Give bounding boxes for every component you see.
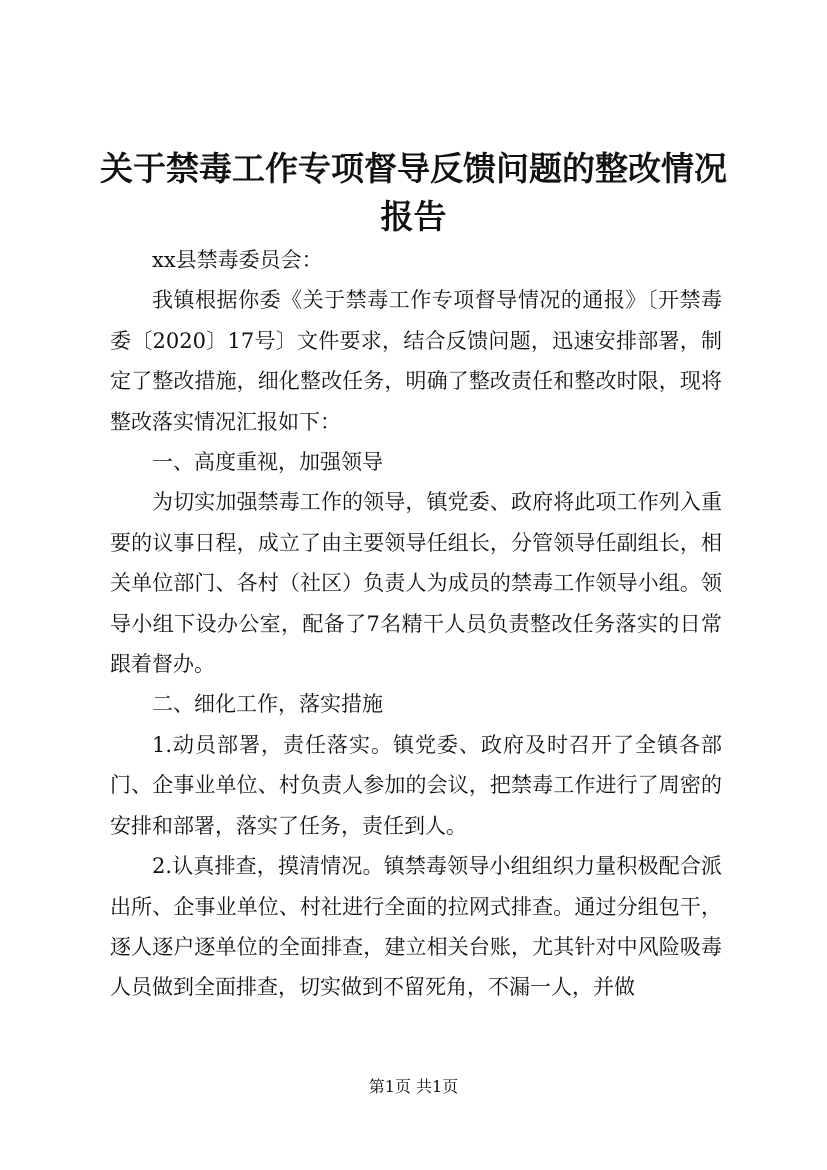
paragraph-intro: 我镇根据你委《关于禁毒工作专项督导情况的通报》〔开禁毒委〔2020〕17号〕文件要求，结合反馈问题，迅速安排部署，制定了整改措施，细化整改任务，明确了整改责任和整改时限，现将整改落实情况汇报如下： — [110, 288, 722, 434]
paragraph-section-1: 为切实加强禁毒工作的领导，镇党委、政府将此项工作列入重要的议事日程，成立了由主要领导任组长，分管领导任副组长，相关单位部门、各村（社区）负责人为成员的禁毒工作领导小组。领导小组下设办公室，配备了7名精干人员负责整改任务落实的日常跟着督办。 — [110, 490, 722, 677]
page-footer: 第1页 共1页 — [368, 1077, 459, 1096]
section-heading-1: 一、高度重视，加强领导 — [152, 450, 383, 475]
paragraph-item-1: 1.动员部署，责任落实。镇党委、政府及时召开了全镇各部门、企事业单位、村负责人参加的会议，把禁毒工作进行了周密的安排和部署，落实了任务，责任到人。 — [110, 732, 722, 838]
salutation: xx县禁毒委员会： — [152, 248, 323, 272]
document-body — [110, 240, 722, 1008]
section-heading-2: 二、细化工作，落实措施 — [152, 692, 383, 717]
paragraph-item-2: 2.认真排查，摸清情况。镇禁毒领导小组组织力量积极配合派出所、企事业单位、村社进行全面的拉网式排查。通过分组包干，逐人逐户逐单位的全面排查，建立相关台账，尤其针对中风险吸毒人员做到全面排查，切实做到不留死角，不漏一人，并做 — [110, 854, 722, 1000]
document-title: 关于禁毒工作专项督导反馈问题的整改情况报告 — [100, 149, 727, 236]
